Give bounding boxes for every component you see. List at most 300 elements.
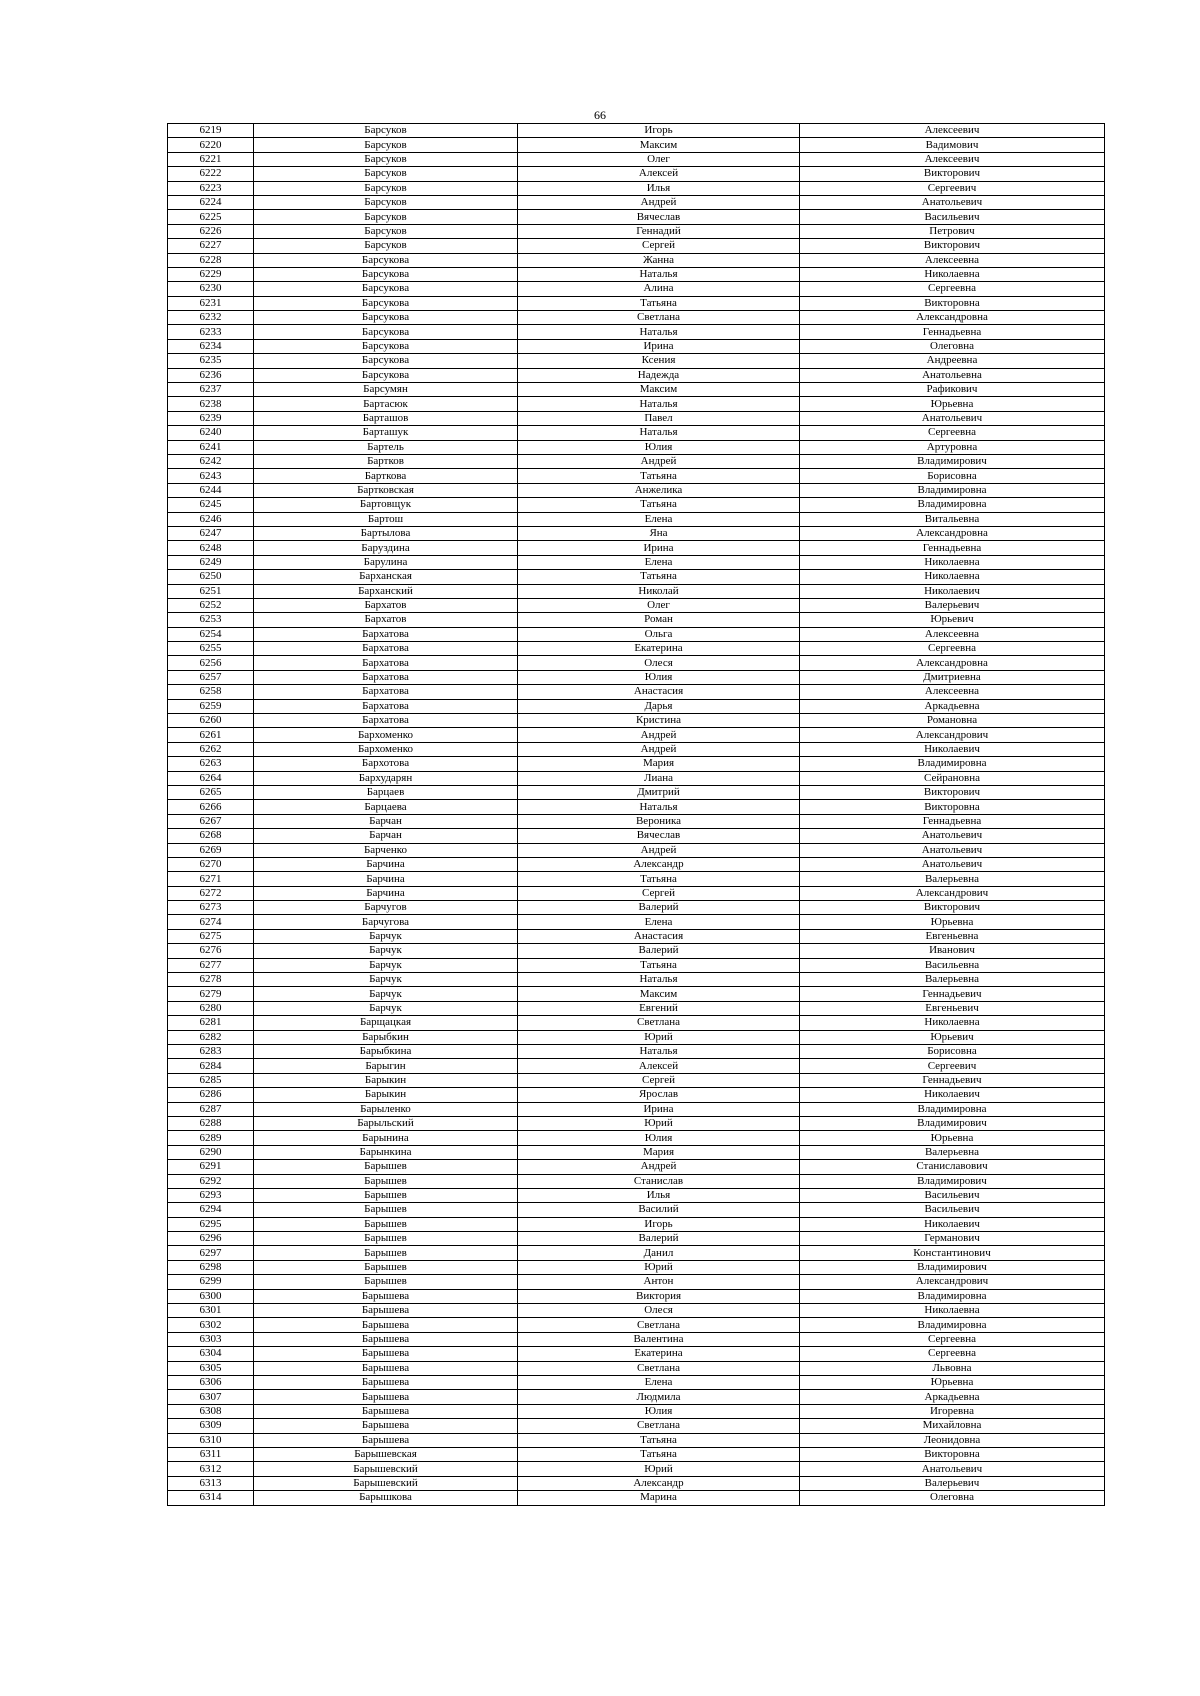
table-row: [168, 1088, 1105, 1102]
row-number-cell: 6254: [168, 627, 254, 641]
row-number-cell: 6288: [168, 1116, 254, 1130]
patronymic-cell: Константинович: [800, 1246, 1105, 1260]
first-name-cell: Сергей: [518, 1073, 800, 1087]
table-row: [168, 1404, 1105, 1418]
patronymic-cell: Юрьевич: [800, 1030, 1105, 1044]
first-name-cell: Антон: [518, 1275, 800, 1289]
surname-cell: Барыбкина: [254, 1045, 518, 1059]
patronymic-cell: Петрович: [800, 224, 1105, 238]
table-row: [168, 958, 1105, 972]
first-name-cell: Алина: [518, 282, 800, 296]
surname-cell: Бархатова: [254, 670, 518, 684]
surname-cell: Барчук: [254, 929, 518, 943]
row-number-cell: 6283: [168, 1045, 254, 1059]
table-row: [168, 383, 1105, 397]
patronymic-cell: Николаевна: [800, 267, 1105, 281]
first-name-cell: Лиана: [518, 771, 800, 785]
first-name-cell: Ярослав: [518, 1088, 800, 1102]
first-name-cell: Елена: [518, 1375, 800, 1389]
row-number-cell: 6307: [168, 1390, 254, 1404]
first-name-cell: Олег: [518, 152, 800, 166]
first-name-cell: Юлия: [518, 1131, 800, 1145]
patronymic-cell: Анатольевич: [800, 195, 1105, 209]
row-number-cell: 6296: [168, 1232, 254, 1246]
surname-cell: Барчугов: [254, 901, 518, 915]
patronymic-cell: Валерьевна: [800, 872, 1105, 886]
table-row: [168, 1318, 1105, 1332]
surname-cell: Барсукова: [254, 339, 518, 353]
row-number-cell: 6232: [168, 311, 254, 325]
table-row: [168, 1275, 1105, 1289]
patronymic-cell: Владимирович: [800, 454, 1105, 468]
surname-cell: Барышев: [254, 1275, 518, 1289]
row-number-cell: 6291: [168, 1160, 254, 1174]
row-number-cell: 6230: [168, 282, 254, 296]
row-number-cell: 6276: [168, 944, 254, 958]
surname-cell: Бархотова: [254, 757, 518, 771]
table-row: [168, 1016, 1105, 1030]
surname-cell: Барышева: [254, 1318, 518, 1332]
first-name-cell: Олег: [518, 598, 800, 612]
first-name-cell: Светлана: [518, 1016, 800, 1030]
surname-cell: Барченко: [254, 843, 518, 857]
table-row: [168, 181, 1105, 195]
row-number-cell: 6306: [168, 1375, 254, 1389]
surname-cell: Барышева: [254, 1375, 518, 1389]
first-name-cell: Андрей: [518, 742, 800, 756]
table-row: [168, 267, 1105, 281]
table-row: [168, 929, 1105, 943]
row-number-cell: 6304: [168, 1347, 254, 1361]
row-number-cell: 6314: [168, 1491, 254, 1505]
patronymic-cell: Сергеевна: [800, 642, 1105, 656]
surname-cell: Барсукова: [254, 311, 518, 325]
first-name-cell: Валентина: [518, 1332, 800, 1346]
row-number-cell: 6247: [168, 526, 254, 540]
first-name-cell: Мария: [518, 757, 800, 771]
table-row: [168, 785, 1105, 799]
table-row: [168, 253, 1105, 267]
patronymic-cell: Сергеевна: [800, 1347, 1105, 1361]
first-name-cell: Сергей: [518, 239, 800, 253]
patronymic-cell: Геннадьевна: [800, 325, 1105, 339]
first-name-cell: Мария: [518, 1145, 800, 1159]
patronymic-cell: Геннадьевич: [800, 1073, 1105, 1087]
first-name-cell: Ксения: [518, 354, 800, 368]
patronymic-cell: Юрьевич: [800, 613, 1105, 627]
patronymic-cell: Романовна: [800, 714, 1105, 728]
table-row: [168, 311, 1105, 325]
surname-cell: Бархударян: [254, 771, 518, 785]
first-name-cell: Екатерина: [518, 1347, 800, 1361]
table-row: [168, 944, 1105, 958]
row-number-cell: 6238: [168, 397, 254, 411]
patronymic-cell: Владимирович: [800, 1260, 1105, 1274]
first-name-cell: Анжелика: [518, 483, 800, 497]
patronymic-cell: Аркадьевна: [800, 699, 1105, 713]
table-row: [168, 354, 1105, 368]
surname-cell: Барчук: [254, 1001, 518, 1015]
row-number-cell: 6244: [168, 483, 254, 497]
table-row: [168, 598, 1105, 612]
patronymic-cell: Валерьевна: [800, 1145, 1105, 1159]
surname-cell: Барышева: [254, 1332, 518, 1346]
table-row: [168, 1073, 1105, 1087]
row-number-cell: 6277: [168, 958, 254, 972]
table-row: [168, 656, 1105, 670]
first-name-cell: Андрей: [518, 728, 800, 742]
patronymic-cell: Александрович: [800, 1275, 1105, 1289]
row-number-cell: 6272: [168, 886, 254, 900]
table-row: [168, 728, 1105, 742]
surname-cell: Бартовщук: [254, 498, 518, 512]
surname-cell: Барсуков: [254, 239, 518, 253]
first-name-cell: Юрий: [518, 1462, 800, 1476]
table-row: [168, 1447, 1105, 1461]
registry-table-body: [168, 124, 1105, 1506]
table-row: [168, 1433, 1105, 1447]
surname-cell: Барышевский: [254, 1462, 518, 1476]
row-number-cell: 6286: [168, 1088, 254, 1102]
table-row: [168, 555, 1105, 569]
patronymic-cell: Андреевна: [800, 354, 1105, 368]
patronymic-cell: Алексеевна: [800, 627, 1105, 641]
row-number-cell: 6229: [168, 267, 254, 281]
patronymic-cell: Геннадьевна: [800, 541, 1105, 555]
surname-cell: Барышев: [254, 1217, 518, 1231]
patronymic-cell: Александровна: [800, 526, 1105, 540]
patronymic-cell: Евгеньевна: [800, 929, 1105, 943]
first-name-cell: Наталья: [518, 426, 800, 440]
table-row: [168, 224, 1105, 238]
first-name-cell: Данил: [518, 1246, 800, 1260]
row-number-cell: 6226: [168, 224, 254, 238]
patronymic-cell: Валерьевна: [800, 973, 1105, 987]
patronymic-cell: Николаевна: [800, 570, 1105, 584]
row-number-cell: 6266: [168, 800, 254, 814]
table-row: [168, 1390, 1105, 1404]
surname-cell: Барышева: [254, 1289, 518, 1303]
row-number-cell: 6313: [168, 1476, 254, 1490]
first-name-cell: Александр: [518, 1476, 800, 1490]
row-number-cell: 6278: [168, 973, 254, 987]
surname-cell: Барышевская: [254, 1447, 518, 1461]
table-row: [168, 714, 1105, 728]
first-name-cell: Татьяна: [518, 469, 800, 483]
row-number-cell: 6281: [168, 1016, 254, 1030]
first-name-cell: Яна: [518, 526, 800, 540]
surname-cell: Барсукова: [254, 267, 518, 281]
row-number-cell: 6298: [168, 1260, 254, 1274]
table-row: [168, 440, 1105, 454]
surname-cell: Бартасюк: [254, 397, 518, 411]
patronymic-cell: Владимировна: [800, 1289, 1105, 1303]
table-row: [168, 1188, 1105, 1202]
first-name-cell: Максим: [518, 383, 800, 397]
surname-cell: Барцаев: [254, 785, 518, 799]
table-row: [168, 1304, 1105, 1318]
row-number-cell: 6221: [168, 152, 254, 166]
row-number-cell: 6222: [168, 167, 254, 181]
surname-cell: Бархатов: [254, 598, 518, 612]
table-row: [168, 1203, 1105, 1217]
surname-cell: Барсуков: [254, 124, 518, 138]
table-row: [168, 1059, 1105, 1073]
surname-cell: Бартош: [254, 512, 518, 526]
row-number-cell: 6265: [168, 785, 254, 799]
surname-cell: Барсукова: [254, 325, 518, 339]
table-row: [168, 872, 1105, 886]
row-number-cell: 6282: [168, 1030, 254, 1044]
table-row: [168, 1045, 1105, 1059]
row-number-cell: 6259: [168, 699, 254, 713]
surname-cell: Бартель: [254, 440, 518, 454]
surname-cell: Барсуков: [254, 167, 518, 181]
surname-cell: Барсумян: [254, 383, 518, 397]
patronymic-cell: Борисовна: [800, 1045, 1105, 1059]
surname-cell: Барыльский: [254, 1116, 518, 1130]
first-name-cell: Жанна: [518, 253, 800, 267]
surname-cell: Барыкин: [254, 1088, 518, 1102]
patronymic-cell: Васильевич: [800, 210, 1105, 224]
table-row: [168, 397, 1105, 411]
surname-cell: Барсуков: [254, 224, 518, 238]
row-number-cell: 6284: [168, 1059, 254, 1073]
patronymic-cell: Викторович: [800, 167, 1105, 181]
row-number-cell: 6294: [168, 1203, 254, 1217]
surname-cell: Бархатова: [254, 627, 518, 641]
row-number-cell: 6271: [168, 872, 254, 886]
patronymic-cell: Анатольевич: [800, 829, 1105, 843]
row-number-cell: 6253: [168, 613, 254, 627]
row-number-cell: 6305: [168, 1361, 254, 1375]
first-name-cell: Валерий: [518, 944, 800, 958]
first-name-cell: Анастасия: [518, 685, 800, 699]
surname-cell: Барчина: [254, 872, 518, 886]
surname-cell: Барынина: [254, 1131, 518, 1145]
patronymic-cell: Николаевна: [800, 1016, 1105, 1030]
first-name-cell: Ирина: [518, 339, 800, 353]
row-number-cell: 6268: [168, 829, 254, 843]
surname-cell: Барыленко: [254, 1102, 518, 1116]
patronymic-cell: Геннадьевич: [800, 987, 1105, 1001]
row-number-cell: 6280: [168, 1001, 254, 1015]
row-number-cell: 6308: [168, 1404, 254, 1418]
row-number-cell: 6225: [168, 210, 254, 224]
row-number-cell: 6287: [168, 1102, 254, 1116]
first-name-cell: Василий: [518, 1203, 800, 1217]
first-name-cell: Светлана: [518, 1361, 800, 1375]
patronymic-cell: Викторович: [800, 239, 1105, 253]
table-row: [168, 1102, 1105, 1116]
first-name-cell: Ирина: [518, 1102, 800, 1116]
table-row: [168, 368, 1105, 382]
patronymic-cell: Викторовна: [800, 296, 1105, 310]
surname-cell: Барханская: [254, 570, 518, 584]
patronymic-cell: Рафикович: [800, 383, 1105, 397]
first-name-cell: Игорь: [518, 1217, 800, 1231]
table-row: [168, 541, 1105, 555]
first-name-cell: Валерий: [518, 901, 800, 915]
patronymic-cell: Олеговна: [800, 339, 1105, 353]
surname-cell: Барышева: [254, 1390, 518, 1404]
first-name-cell: Елена: [518, 555, 800, 569]
row-number-cell: 6260: [168, 714, 254, 728]
row-number-cell: 6252: [168, 598, 254, 612]
table-row: [168, 814, 1105, 828]
patronymic-cell: Витальевна: [800, 512, 1105, 526]
first-name-cell: Светлана: [518, 311, 800, 325]
patronymic-cell: Михайловна: [800, 1419, 1105, 1433]
patronymic-cell: Сергеевна: [800, 1332, 1105, 1346]
table-row: [168, 685, 1105, 699]
first-name-cell: Валерий: [518, 1232, 800, 1246]
first-name-cell: Татьяна: [518, 1433, 800, 1447]
row-number-cell: 6237: [168, 383, 254, 397]
row-number-cell: 6310: [168, 1433, 254, 1447]
patronymic-cell: Васильевна: [800, 958, 1105, 972]
table-row: [168, 857, 1105, 871]
table-row: [168, 570, 1105, 584]
surname-cell: Барышевский: [254, 1476, 518, 1490]
patronymic-cell: Сергеевна: [800, 426, 1105, 440]
surname-cell: Барсукова: [254, 253, 518, 267]
table-row: [168, 325, 1105, 339]
surname-cell: Барышев: [254, 1232, 518, 1246]
row-number-cell: 6274: [168, 915, 254, 929]
table-row: [168, 483, 1105, 497]
patronymic-cell: Николаевна: [800, 1304, 1105, 1318]
first-name-cell: Юлия: [518, 1404, 800, 1418]
patronymic-cell: Игоревна: [800, 1404, 1105, 1418]
row-number-cell: 6279: [168, 987, 254, 1001]
patronymic-cell: Сейрановна: [800, 771, 1105, 785]
first-name-cell: Наталья: [518, 325, 800, 339]
patronymic-cell: Борисовна: [800, 469, 1105, 483]
surname-cell: Бархатова: [254, 714, 518, 728]
patronymic-cell: Львовна: [800, 1361, 1105, 1375]
row-number-cell: 6312: [168, 1462, 254, 1476]
patronymic-cell: Анатольевич: [800, 1462, 1105, 1476]
row-number-cell: 6249: [168, 555, 254, 569]
row-number-cell: 6231: [168, 296, 254, 310]
table-row: [168, 915, 1105, 929]
table-row: [168, 1260, 1105, 1274]
table-row: [168, 829, 1105, 843]
first-name-cell: Станислав: [518, 1174, 800, 1188]
table-row: [168, 210, 1105, 224]
first-name-cell: Наталья: [518, 1045, 800, 1059]
patronymic-cell: Алексеевич: [800, 152, 1105, 166]
first-name-cell: Андрей: [518, 1160, 800, 1174]
row-number-cell: 6264: [168, 771, 254, 785]
table-row: [168, 512, 1105, 526]
row-number-cell: 6262: [168, 742, 254, 756]
first-name-cell: Вячеслав: [518, 210, 800, 224]
surname-cell: Бартылова: [254, 526, 518, 540]
row-number-cell: 6261: [168, 728, 254, 742]
row-number-cell: 6269: [168, 843, 254, 857]
surname-cell: Барчук: [254, 973, 518, 987]
first-name-cell: Виктория: [518, 1289, 800, 1303]
first-name-cell: Геннадий: [518, 224, 800, 238]
surname-cell: Бархоменко: [254, 742, 518, 756]
row-number-cell: 6299: [168, 1275, 254, 1289]
first-name-cell: Алексей: [518, 1059, 800, 1073]
first-name-cell: Татьяна: [518, 958, 800, 972]
first-name-cell: Роман: [518, 613, 800, 627]
row-number-cell: 6303: [168, 1332, 254, 1346]
surname-cell: Барчук: [254, 987, 518, 1001]
patronymic-cell: Владимирович: [800, 1116, 1105, 1130]
patronymic-cell: Владимирович: [800, 1174, 1105, 1188]
row-number-cell: 6250: [168, 570, 254, 584]
table-row: [168, 454, 1105, 468]
surname-cell: Барышева: [254, 1404, 518, 1418]
table-row: [168, 1289, 1105, 1303]
table-row: [168, 1232, 1105, 1246]
table-row: [168, 613, 1105, 627]
surname-cell: Барсукова: [254, 282, 518, 296]
surname-cell: Барцаева: [254, 800, 518, 814]
first-name-cell: Дмитрий: [518, 785, 800, 799]
table-row: [168, 152, 1105, 166]
table-row: [168, 901, 1105, 915]
table-row: [168, 1145, 1105, 1159]
row-number-cell: 6251: [168, 584, 254, 598]
patronymic-cell: Сергеевич: [800, 1059, 1105, 1073]
patronymic-cell: Станиславович: [800, 1160, 1105, 1174]
patronymic-cell: Юрьевна: [800, 1375, 1105, 1389]
first-name-cell: Анастасия: [518, 929, 800, 943]
patronymic-cell: Александровна: [800, 656, 1105, 670]
first-name-cell: Сергей: [518, 886, 800, 900]
row-number-cell: 6275: [168, 929, 254, 943]
row-number-cell: 6228: [168, 253, 254, 267]
table-row: [168, 1361, 1105, 1375]
patronymic-cell: Валерьевич: [800, 598, 1105, 612]
surname-cell: Баруздина: [254, 541, 518, 555]
surname-cell: Барышкова: [254, 1491, 518, 1505]
patronymic-cell: Юрьевна: [800, 915, 1105, 929]
patronymic-cell: Сергеевна: [800, 282, 1105, 296]
first-name-cell: Илья: [518, 1188, 800, 1202]
patronymic-cell: Николаевич: [800, 742, 1105, 756]
row-number-cell: 6257: [168, 670, 254, 684]
patronymic-cell: Валерьевич: [800, 1476, 1105, 1490]
patronymic-cell: Николаевич: [800, 1217, 1105, 1231]
row-number-cell: 6289: [168, 1131, 254, 1145]
table-row: [168, 1030, 1105, 1044]
patronymic-cell: Александрович: [800, 728, 1105, 742]
surname-cell: Барсуков: [254, 181, 518, 195]
table-row: [168, 670, 1105, 684]
surname-cell: Барсуков: [254, 152, 518, 166]
row-number-cell: 6256: [168, 656, 254, 670]
row-number-cell: 6295: [168, 1217, 254, 1231]
patronymic-cell: Николаевна: [800, 555, 1105, 569]
surname-cell: Барщацкая: [254, 1016, 518, 1030]
table-row: [168, 469, 1105, 483]
row-number-cell: 6243: [168, 469, 254, 483]
patronymic-cell: Владимировна: [800, 498, 1105, 512]
table-row: [168, 1476, 1105, 1490]
patronymic-cell: Леонидовна: [800, 1433, 1105, 1447]
table-row: [168, 886, 1105, 900]
first-name-cell: Игорь: [518, 124, 800, 138]
first-name-cell: Татьяна: [518, 1447, 800, 1461]
surname-cell: Барышев: [254, 1260, 518, 1274]
